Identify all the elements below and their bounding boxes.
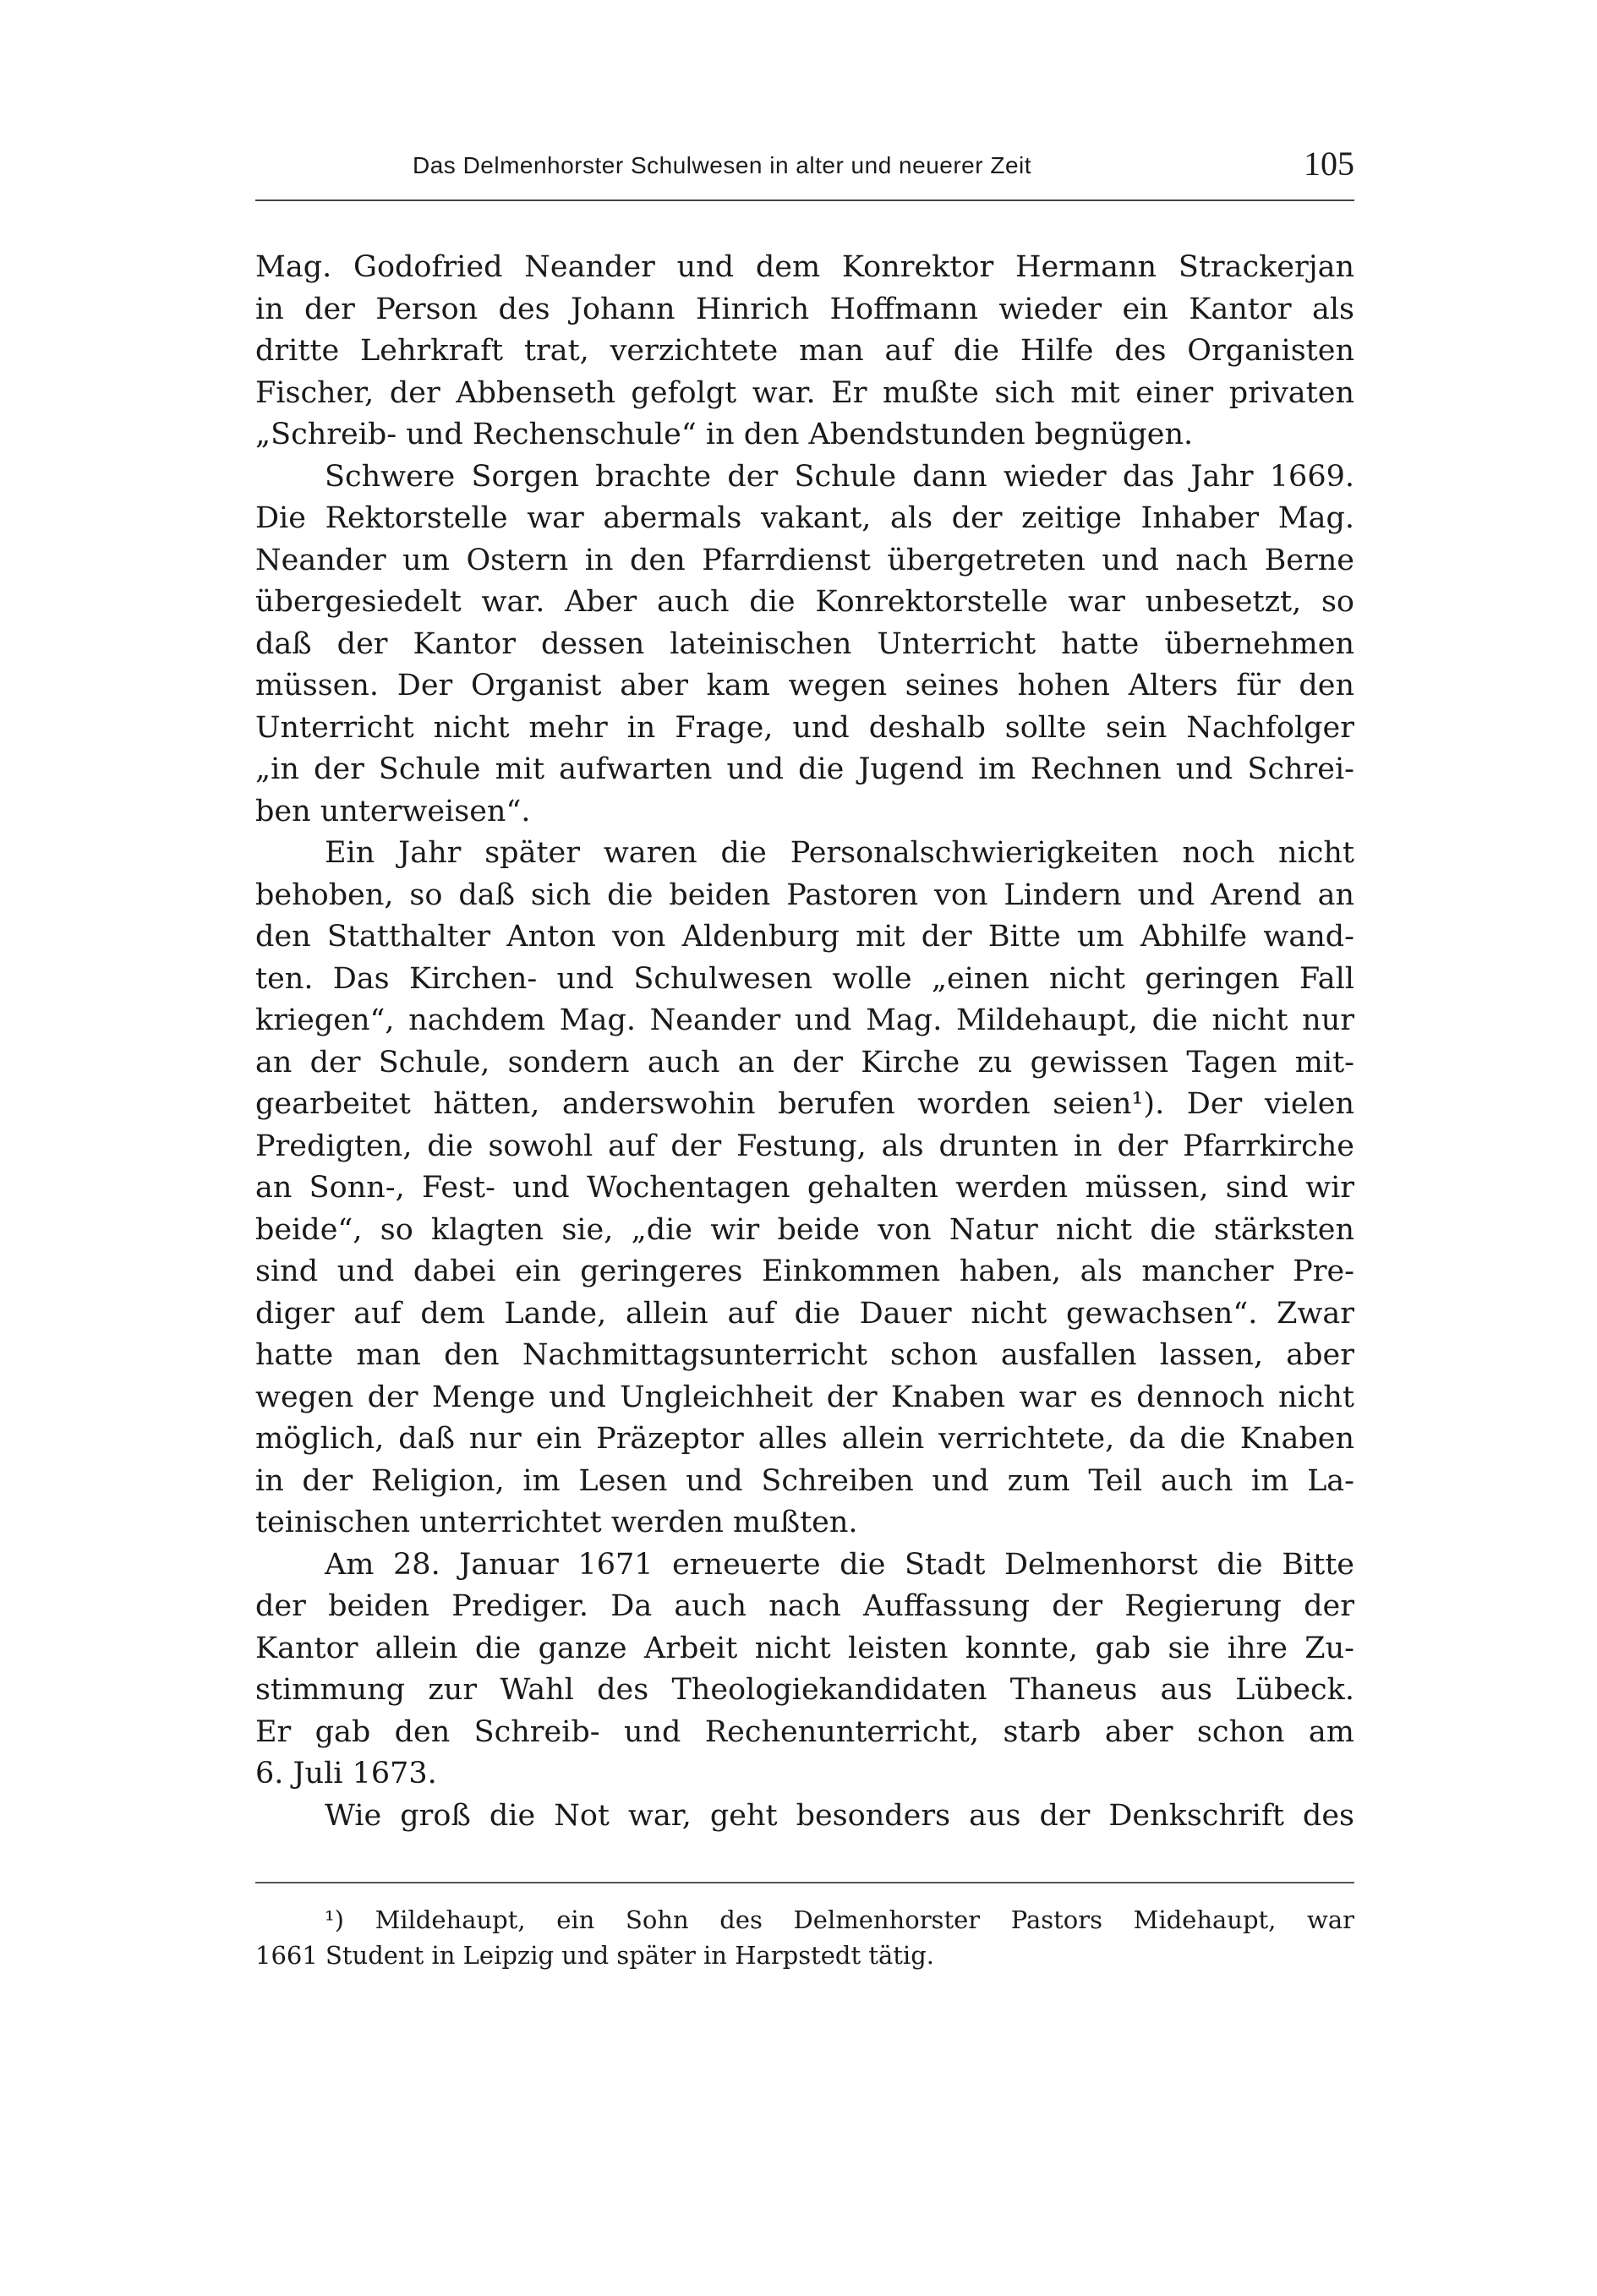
text-line: Er gab den Schreib- und Rechenunterricht, starb aber schon am — [255, 1714, 1354, 1749]
text-line: an der Schule, sondern auch an der Kirche zu gewissen Tagen mit- — [255, 1045, 1354, 1080]
text-line: müssen. Der Organist aber kam wegen seines hohen Alters für den — [255, 669, 1354, 702]
text-line: an Sonn-, Fest- und Wochentagen gehalten werden müssen, sind wir — [255, 1171, 1354, 1205]
text-line: Mag. Godofried Neander und dem Konrektor Hermann Strackerjan — [255, 250, 1354, 284]
text-line: in der Person des Johann Hinrich Hoffmann wieder ein Kantor als — [255, 292, 1354, 326]
text-line: Schwere Sorgen brachte der Schule dann wieder das Jahr 1669. — [325, 459, 1354, 494]
text-line: Kantor allein die ganze Arbeit nicht leisten konnte, gab sie ihre Zu- — [255, 1631, 1354, 1665]
text-line: wegen der Menge und Ungleichheit der Knaben war es dennoch nicht — [255, 1380, 1354, 1414]
text-line: Wie groß die Not war, geht besonders aus der Denkschrift des — [325, 1798, 1354, 1833]
text-line: beide“, so klagten sie, „die wir beide von Natur nicht die stärksten — [255, 1212, 1354, 1247]
footnote-rule — [255, 1882, 1354, 1883]
running-head — [255, 144, 1354, 194]
header-rule — [255, 200, 1354, 201]
text-line: in der Religion, im Lesen und Schreiben und zum Teil auch im La- — [255, 1463, 1354, 1498]
text-line: möglich, daß nur ein Präzeptor alles allein verrichtete, da die Knaben — [255, 1422, 1354, 1456]
text-line: ten. Das Kirchen- und Schulwesen wolle „einen nicht geringen Fall — [255, 961, 1354, 996]
text-line: den Statthalter Anton von Aldenburg mit der Bitte um Abhilfe wand- — [255, 920, 1354, 954]
text-line: behoben, so daß sich die beiden Pastoren von Lindern und Arend an — [255, 877, 1354, 912]
text-line: Die Rektorstelle war abermals vakant, als der zeitige Inhaber Mag. — [255, 501, 1354, 535]
text-line: übergesiedelt war. Aber auch die Konrektorstelle war unbesetzt, so — [255, 585, 1354, 619]
text-line: Fischer, der Abbenseth gefolgt war. Er mußte sich mit einer privaten — [255, 375, 1354, 410]
text-line: teinischen unterrichtet werden mußten. — [255, 1506, 858, 1539]
text-line: „in der Schule mit aufwarten und die Jugend im Rechnen und Schrei- — [255, 752, 1354, 786]
text-line: Predigten, die sowohl auf der Festung, als drunten in der Pfarrkirche — [255, 1129, 1354, 1163]
footnote-line: 1661 Student in Leipzig und später in Harpstedt tätig. — [255, 1941, 934, 1970]
text-line: sind und dabei ein geringeres Einkommen haben, als mancher Pre- — [255, 1255, 1354, 1288]
footnotes — [255, 1902, 1354, 1973]
text-line: daß der Kantor dessen lateinischen Unterricht hatte übernehmen — [255, 626, 1354, 661]
running-title: Das Delmenhorster Schulwesen in alter und neuerer Zeit — [413, 152, 1032, 178]
text-line: Unterricht nicht mehr in Frage, und deshalb sollte sein Nachfolger — [255, 710, 1354, 745]
text-line: kriegen“, nachdem Mag. Neander und Mag. Mildehaupt, die nicht nur — [255, 1003, 1354, 1037]
text-line: dritte Lehrkraft trat, verzichtete man auf die Hilfe des Organisten — [255, 334, 1354, 368]
text-line: Ein Jahr später waren die Personalschwierigkeiten noch nicht — [325, 836, 1354, 870]
text-line: hatte man den Nachmittagsunterricht schon ausfallen lassen, aber — [255, 1338, 1354, 1372]
footnote-line: ¹) Mildehaupt, ein Sohn des Delmenhorster Pastors Midehaupt, war — [325, 1905, 1354, 1934]
text-line: ben unterweisen“. — [255, 794, 531, 828]
text-line: 6. Juli 1673. — [255, 1757, 437, 1790]
text-line: diger auf dem Lande, allein auf die Dauer nicht gewachsen“. Zwar — [255, 1296, 1354, 1331]
text-line: Am 28. Januar 1671 erneuerte die Stadt Delmenhorst die Bitte — [325, 1547, 1354, 1582]
text-line: gearbeitet hätten, anderswohin berufen worden seien¹). Der vielen — [255, 1087, 1354, 1121]
text-line: Neander um Ostern in den Pfarrdienst übergetreten und nach Berne — [255, 543, 1354, 577]
text-line: stimmung zur Wahl des Theologiekandidaten Thaneus aus Lübeck. — [255, 1673, 1354, 1707]
page-number: 105 — [1304, 145, 1354, 183]
text-line: der beiden Prediger. Da auch nach Auffassung der Regierung der — [255, 1589, 1354, 1623]
body-text — [255, 247, 1354, 1837]
text-line: „Schreib- und Rechenschule“ in den Abendstunden begnügen. — [255, 418, 1194, 451]
